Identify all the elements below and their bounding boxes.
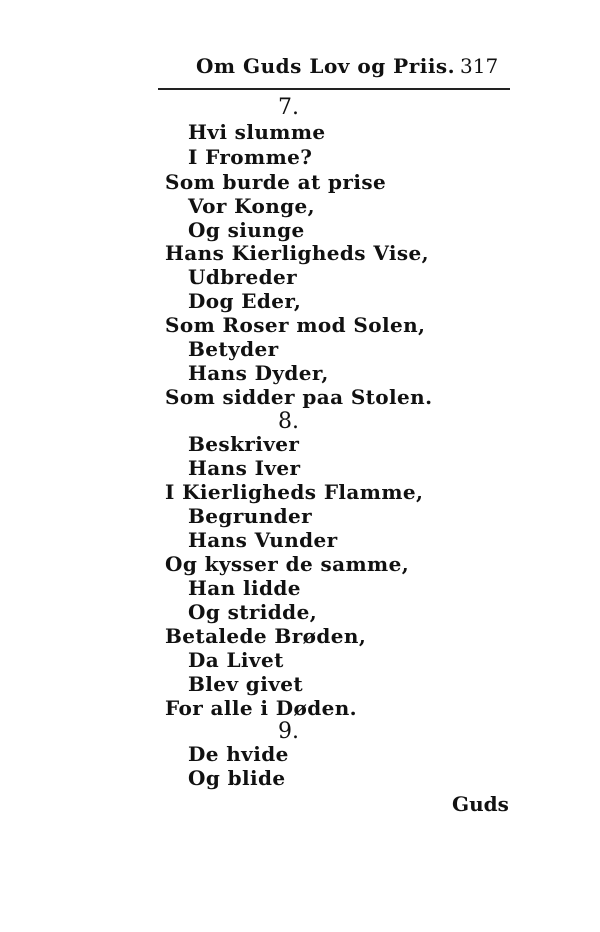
verse-line: Betalede Brøden, — [165, 624, 367, 648]
page-number: 317 — [460, 54, 499, 78]
verse-line: I Fromme? — [188, 145, 313, 169]
stanza-number: 7. — [278, 95, 299, 120]
verse-line: Da Livet — [188, 648, 284, 672]
verse-line: Hans Dyder, — [188, 361, 329, 385]
running-title: Om Guds Lov og Priis. — [196, 54, 456, 78]
verse-line: Han lidde — [188, 576, 301, 600]
verse-line: Og siunge — [188, 218, 305, 242]
verse-line: Som Roser mod Solen, — [165, 313, 426, 337]
verse-line: Vor Konge, — [188, 194, 316, 218]
verse-line: Og kysser de samme, — [165, 552, 410, 576]
verse-line: Udbreder — [188, 265, 298, 289]
verse-line: Beskriver — [188, 432, 300, 456]
verse-line: Blev givet — [188, 672, 303, 696]
verse-line: Begrunder — [188, 504, 313, 528]
catchword: Guds — [452, 792, 509, 816]
verse-line: For alle i Døden. — [165, 696, 358, 720]
verse-line: Og blide — [188, 766, 286, 790]
header-rule — [158, 88, 510, 90]
verse-line: Og stridde, — [188, 600, 318, 624]
verse-line: Betyder — [188, 337, 279, 361]
stanza-number: 9. — [278, 719, 299, 744]
verse-line: Som sidder paa Stolen. — [165, 385, 433, 409]
verse-line: Hvi slumme — [188, 120, 326, 144]
verse-line: Hans Kierligheds Vise, — [165, 241, 430, 265]
verse-line: Hans Iver — [188, 456, 301, 480]
stanza-number: 8. — [278, 409, 299, 434]
verse-line: Hans Vunder — [188, 528, 338, 552]
verse-line: De hvide — [188, 742, 289, 766]
verse-line: I Kierligheds Flamme, — [165, 480, 424, 504]
verse-line: Som burde at prise — [165, 170, 387, 194]
verse-line: Dog Eder, — [188, 289, 302, 313]
